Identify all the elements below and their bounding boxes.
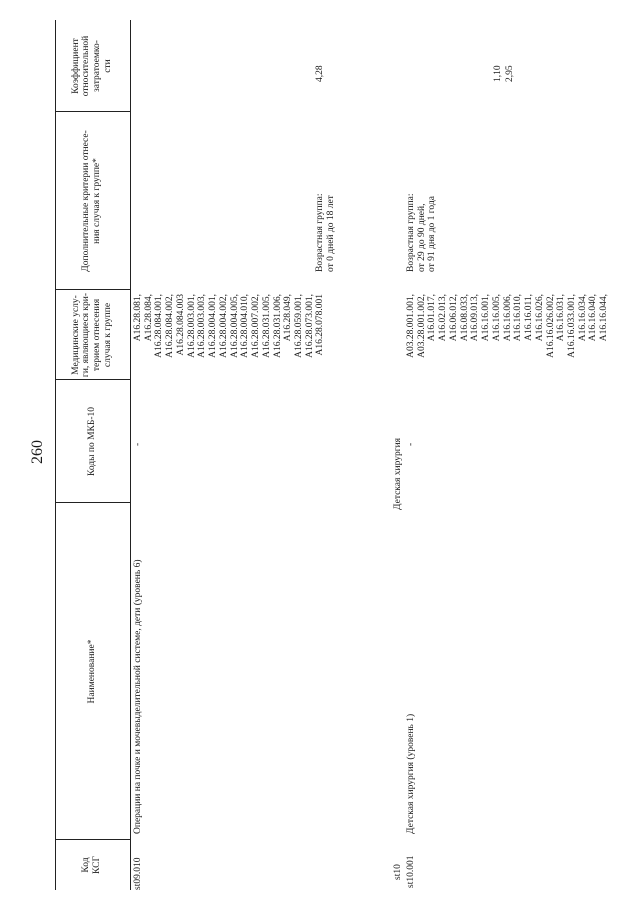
section-title: Детская хирургия	[393, 437, 403, 510]
page-number: 260	[29, 440, 46, 464]
header-coef: Коэффициент относительной затратоемко- сти	[70, 35, 113, 97]
row3-mkb: -	[406, 442, 416, 446]
row1-services: A16.28.081, A16.28.084, A16.28.084.001, A16.28.084.002, A16.28.084.003 A16.28.003.001, A16.28.003.003, A16.28.004.001, A16.28.004.002, A16.28.004.005, A16.28.004.010, A16.28.007.002, A16.28.031.005, A16.28.031.006, A16.28.049, A16.28.059.001, A16.28.073.001, A16.28.078.001	[133, 294, 326, 358]
row1-criteria: Возрастная группа: от 0 дней до 18 лет	[315, 193, 336, 272]
row1-mkb: -	[133, 442, 143, 446]
header-bottom-border	[130, 20, 131, 890]
table-top-border	[55, 20, 56, 890]
row3-criteria: Возрастная группа: от 29 до 90 дней, от 91 дня до 1 года	[406, 193, 438, 272]
header-services: Медицинские услу- ги, являющиеся кри- терием отнесения случая к группе	[70, 292, 113, 378]
header-name: Наименование*	[86, 639, 97, 704]
row3-code: st10.001	[406, 855, 416, 888]
section-code: st10	[393, 864, 403, 880]
section-coef: 1,10	[493, 65, 503, 82]
rotated-table	[55, 20, 610, 890]
row1-coef: 4,28	[315, 65, 325, 82]
row3-services: A03.28.001.001, A03.28.001.002, A16.01.017, A16.02.013, A16.06.012, A16.08.033, A16.09.013, A16.16.001, A16.16.005, A16.16.006, A16.16.010, A16.16.011, A16.16.026, A16.16.026.002, A16.16.031, A16.16.033.001, A16.16.034, A16.16.040, A16.16.044,	[406, 294, 610, 358]
row1-code: st09.010	[133, 857, 143, 890]
header-mkb: Коды по МКБ-10	[86, 406, 97, 477]
row1-name: Операции на почке и мочевыделительной системе, дети (уровень 6)	[133, 559, 143, 834]
header-criteria: Дополнительные критерии отнесе- ния случая к группе*	[81, 130, 102, 272]
row3-coef: 2,95	[505, 65, 515, 82]
row3-name: Детская хирургия (уровень 1)	[406, 713, 416, 834]
header-code: Код КСГ	[81, 856, 102, 874]
